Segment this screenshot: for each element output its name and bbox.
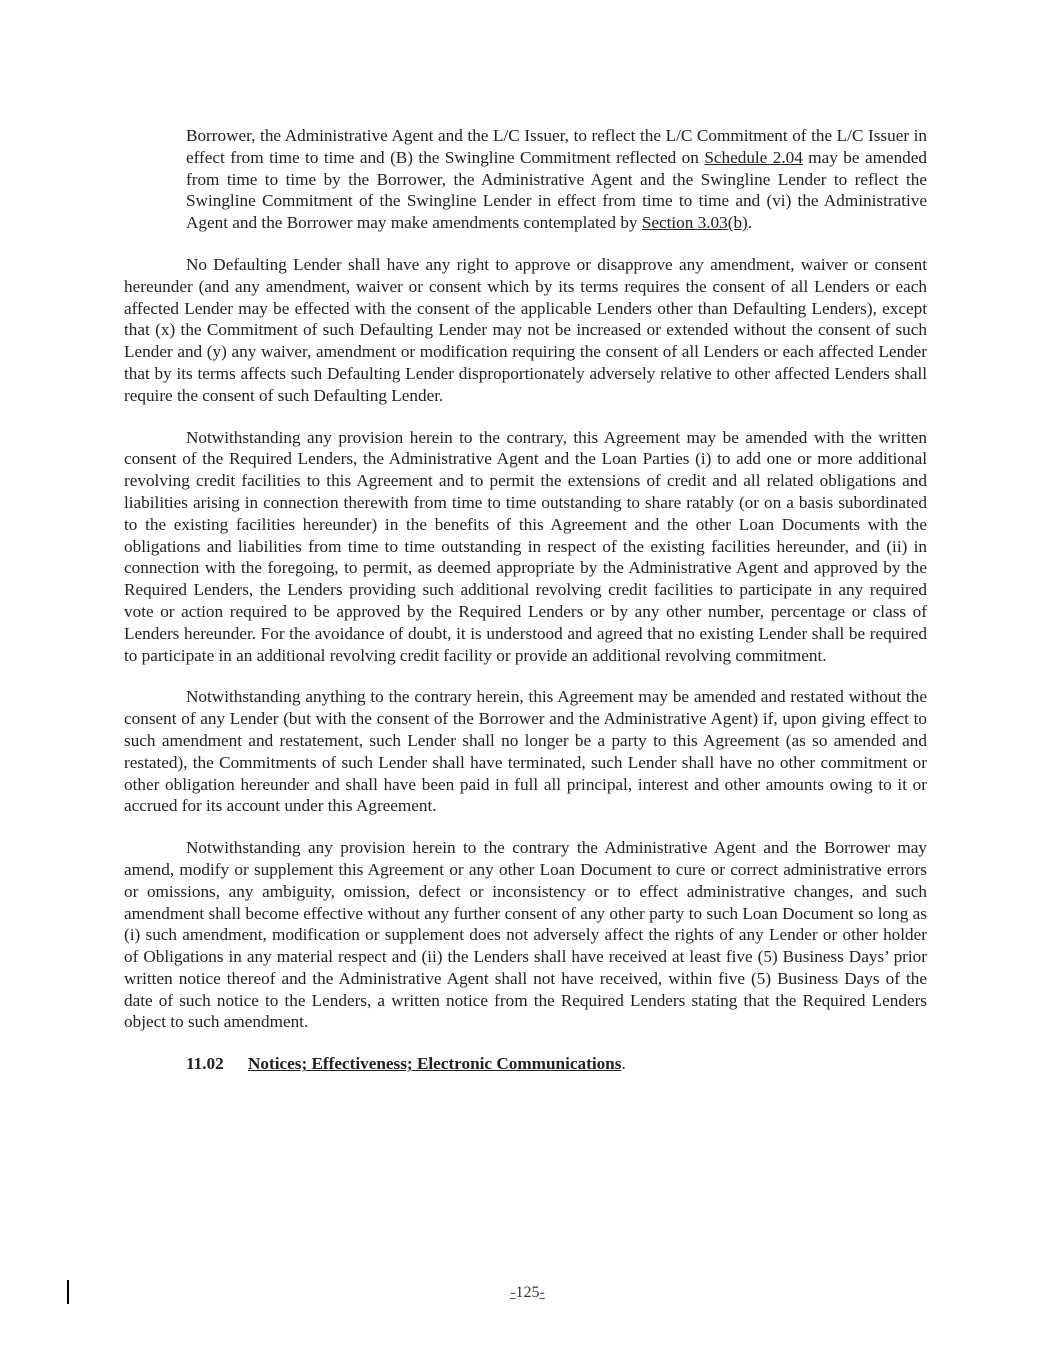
page-number-value: 125	[515, 1284, 540, 1301]
paragraph-administrative-errors: Notwithstanding any provision herein to the contrary the Administrative Agent and the Borrower may amend, modify or supplement this Agreement or any other Loan Document to cure or correct administrative errors or omissions, any ambiguity, omission, defect or inconsistency or to effect administrative changes, and such amendment shall become effective without any further consent of any other party to such Loan Document so long as (i) such amendment, modification or supplement does not adversely affect the rights of any Lender or other holder of Obligations in any material respect and (ii) the Lenders shall have received at least five (5) Business Days’ prior written notice thereof and the Administrative Agent shall not have received, within five (5) Business Days of the date of such notice to the Lenders, a written notice from the Required Lenders stating that the Required Lenders object to such amendment.	[124, 838, 927, 1032]
paragraph-continuation	[124, 125, 927, 234]
section-title: Notices; Effectiveness; Electronic Communications	[248, 1054, 622, 1074]
schedule-reference: Schedule 2.04	[704, 147, 803, 167]
paragraph-additional-facilities: Notwithstanding any provision herein to the contrary, this Agreement may be amended with the written consent of the Required Lenders, the Administrative Agent and the Loan Parties (i) to add one or more additional revolving credit facilities to this Agreement and to permit the extensions of credit and all related obligations and liabilities arising in connection therewith from time to time outstanding to share ratably (or on a basis subordinated to the existing facilities hereunder) in the benefits of this Agreement and the other Loan Documents with the obligations and liabilities from time to time outstanding in respect of the existing facilities hereunder, and (ii) in connection with the foregoing, to permit, as deemed appropriate by the Administrative Agent and approved by the Required Lenders, the Lenders providing such additional revolving credit facilities to participate in any required vote or action required to be approved by the Required Lenders or by any other number, percentage or class of Lenders hereunder. For the avoidance of doubt, it is understood and agreed that no existing Lender shall be required to participate in an additional revolving credit facility or provide an additional revolving commitment.	[124, 427, 927, 665]
paragraph-text: Borrower, the Administrative Agent and the L/C Issuer, to reflect the L/C Commitment of the L/C Issuer in effect from time to time and (B) the Swingline Commitment reflected on	[186, 126, 927, 167]
paragraph-text: may be amended from time to time by the Borrower, the Administrative Agent and the Swingline Lender to reflect the Swingline Commitment of the Swingline Lender in effect from time to time and (vi) the Administrative Agent and the Borrower may make amendments contemplated by	[186, 147, 927, 233]
section-heading	[124, 1053, 927, 1075]
paragraph-text: .	[747, 213, 753, 233]
paragraph-defaulting-lender: No Defaulting Lender shall have any right to approve or disapprove any amendment, waiver or consent hereunder (and any amendment, waiver or consent which by its terms requires the consent of all Lenders or each affected Lender may be effected with the consent of the applicable Lenders other than Defaulting Lenders), except that (x) the Commitment of such Defaulting Lender may not be increased or extended without the consent of such Lender and (y) any waiver, amendment or modification requiring the consent of all Lenders or each affected Lender that by its terms affects such Defaulting Lender disproportionately adversely relative to other affected Lenders shall require the consent of such Defaulting Lender.	[124, 254, 927, 405]
page-number-dash-right: -	[539, 1284, 545, 1301]
section-number: 11.02	[186, 1054, 224, 1074]
document-body	[124, 125, 927, 1075]
paragraph-amend-and-restate: Notwithstanding anything to the contrary herein, this Agreement may be amended and restated without the consent of any Lender (but with the consent of the Borrower and the Administrative Agent) if, upon giving effect to such amendment and restatement, such Lender shall no longer be a party to this Agreement (as so amended and restated), the Commitments of such Lender shall have terminated, such Lender shall have no other commitment or other obligation hereunder and shall have been paid in full all principal, interest and other amounts owing to it or accrued for its account under this Agreement.	[124, 687, 927, 816]
page-number	[0, 1284, 1055, 1302]
section-title-period: .	[621, 1054, 626, 1074]
page-number-dash-left: -	[510, 1284, 516, 1301]
section-reference: Section 3.03(b)	[641, 213, 748, 233]
